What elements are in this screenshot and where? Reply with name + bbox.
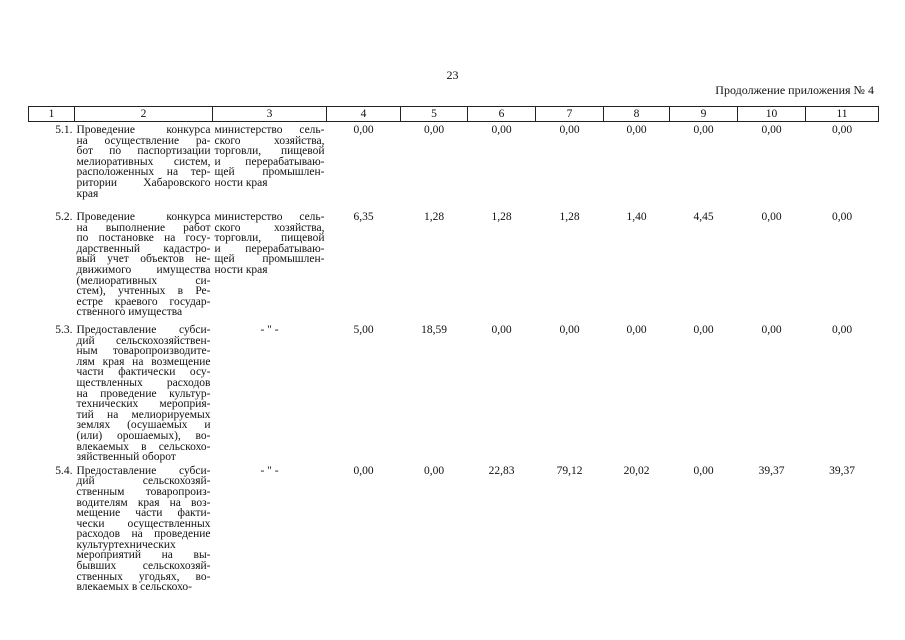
executor-line: торговли, пищевой xyxy=(214,232,325,245)
event-line: лям края на возмещение xyxy=(76,355,211,368)
event-line: мелиоративных систем, xyxy=(76,155,211,168)
executor xyxy=(213,463,327,596)
event-line: землях (осушаемых и xyxy=(76,419,211,432)
event-line: расположенных на тер- xyxy=(76,166,211,179)
value-cell-col-9: 0,00 xyxy=(693,124,714,136)
value-cell-col-8: 0,00 xyxy=(626,124,647,136)
event-line: части фактически осу- xyxy=(76,366,211,379)
page-number: 23 xyxy=(446,68,459,82)
event-description xyxy=(75,322,213,463)
value-cell-col-10: 0,00 xyxy=(761,211,782,223)
budget-table xyxy=(28,106,879,596)
executor-line: министерство сель- xyxy=(214,211,325,223)
event-line: на выполнение работ xyxy=(76,221,211,234)
executor-ditto-mark: - " - xyxy=(260,464,279,477)
value-cell-col-6: 22,83 xyxy=(488,464,515,477)
executor-line: щей промышлен- xyxy=(214,166,325,179)
event-line: (или) орошаемых), во- xyxy=(76,429,211,442)
event-line: Проведение конкурса xyxy=(76,211,211,223)
executor-line: министерство сель- xyxy=(214,124,325,136)
event-line: края xyxy=(76,187,99,200)
row-number: 5.3. xyxy=(55,324,73,336)
event-line: на осуществление ра- xyxy=(76,134,211,147)
appendix-continuation-label: Продолжение приложения № 4 xyxy=(715,83,874,97)
value-cell-col-9: 0,00 xyxy=(693,464,714,477)
event-description xyxy=(75,122,213,210)
event-line: стем), учтенных в Ре- xyxy=(76,285,211,298)
event-line: (мелиоративных си- xyxy=(76,274,211,287)
executor-line: и перерабатываю- xyxy=(214,242,325,255)
value-cell-col-4: 0,00 xyxy=(353,464,374,477)
event-line: ритории Хабаровского xyxy=(76,176,211,189)
column-header-4: 4 xyxy=(327,107,401,122)
value-cell-col-6: 1,28 xyxy=(491,211,512,223)
value-cell-col-9: 4,45 xyxy=(693,211,714,223)
event-line: по постановке на госу- xyxy=(76,232,211,245)
table-row xyxy=(29,322,879,463)
value-cell-col-8: 0,00 xyxy=(626,324,647,336)
event-line: ным товаропроизводите- xyxy=(76,345,211,358)
column-header-6: 6 xyxy=(468,107,536,122)
executor-line: торговли, пищевой xyxy=(214,145,325,158)
row-number: 5.2. xyxy=(55,211,73,223)
value-cell-col-11: 0,00 xyxy=(831,124,853,136)
executor xyxy=(213,122,327,210)
event-line: мещение части факти- xyxy=(76,507,211,520)
event-line: вый учет объектов не- xyxy=(76,253,211,266)
event-line: движимого имущества xyxy=(76,263,211,276)
value-cell-col-10: 0,00 xyxy=(761,324,782,336)
event-line: бот по паспортизации xyxy=(76,145,211,158)
executor-line: ности края xyxy=(214,176,268,189)
event-line: влекаемых в сельскохо- xyxy=(76,581,192,594)
value-cell-col-7: 1,28 xyxy=(559,211,580,223)
event-line: технических мероприя- xyxy=(76,398,211,411)
event-line: чески осуществленных xyxy=(76,517,211,530)
event-line: зяйственный оборот xyxy=(76,451,176,464)
event-line: на проведение культур- xyxy=(76,387,211,400)
column-header-8: 8 xyxy=(604,107,670,122)
value-cell-col-8: 1,40 xyxy=(626,211,647,223)
event-line: Проведение конкурса xyxy=(76,124,211,136)
event-line: влекаемых в сельскохо- xyxy=(76,440,211,453)
column-header-3: 3 xyxy=(213,107,327,122)
value-cell-col-7: 0,00 xyxy=(559,124,580,136)
executor-line: ности края xyxy=(214,263,268,276)
event-line: естре краевого государ- xyxy=(76,295,211,308)
event-line: дий сельскохозяй- xyxy=(76,475,211,488)
value-cell-col-10: 0,00 xyxy=(761,124,782,136)
value-cell-col-6: 0,00 xyxy=(491,124,512,136)
value-cell-col-5: 0,00 xyxy=(423,464,445,477)
row-number: 5.1. xyxy=(55,124,73,136)
value-cell-col-5: 1,28 xyxy=(423,211,445,223)
event-line: культуртехнических xyxy=(76,538,176,551)
table-body xyxy=(29,122,879,596)
event-line: Предоставление субси- xyxy=(76,324,211,336)
executor-line: и перерабатываю- xyxy=(214,155,325,168)
table-row xyxy=(29,122,879,210)
value-cell-col-5: 0,00 xyxy=(423,124,445,136)
event-line: ственным товаропроиз- xyxy=(76,485,211,498)
executor-ditto-mark: - " - xyxy=(260,324,279,336)
event-description xyxy=(75,209,213,322)
value-cell-col-11: 0,00 xyxy=(831,211,853,223)
event-line: дий сельскохозяйствен- xyxy=(76,334,211,347)
value-cell-col-4: 5,00 xyxy=(353,324,374,336)
column-header-5: 5 xyxy=(401,107,468,122)
value-cell-col-11: 39,37 xyxy=(829,464,855,477)
event-line: тий на мелиорируемых xyxy=(76,408,211,421)
event-line: расходов на проведение xyxy=(76,528,211,541)
column-number-header-row xyxy=(29,107,879,122)
executor-line: ского хозяйства, xyxy=(214,221,325,234)
value-cell-col-7: 0,00 xyxy=(559,324,580,336)
event-line: дарственный кадастро- xyxy=(76,242,211,255)
value-cell-col-5: 18,59 xyxy=(421,324,447,336)
column-header-2: 2 xyxy=(75,107,213,122)
executor xyxy=(213,322,327,463)
value-cell-col-4: 6,35 xyxy=(353,211,374,223)
event-line: мероприятий на вы- xyxy=(76,549,211,562)
event-line: бывших сельскохозяй- xyxy=(76,560,211,573)
event-line: ственного имущества xyxy=(76,306,183,319)
executor-line: ского хозяйства, xyxy=(214,134,325,147)
table-row xyxy=(29,463,879,596)
value-cell-col-10: 39,37 xyxy=(758,464,785,477)
executor xyxy=(213,209,327,322)
column-header-1: 1 xyxy=(29,107,75,122)
value-cell-col-8: 20,02 xyxy=(623,464,650,477)
column-header-11: 11 xyxy=(806,107,879,122)
table-row xyxy=(29,209,879,322)
column-header-10: 10 xyxy=(738,107,806,122)
value-cell-col-6: 0,00 xyxy=(491,324,512,336)
column-header-9: 9 xyxy=(670,107,738,122)
event-description xyxy=(75,463,213,596)
executor-line: щей промышлен- xyxy=(214,253,325,266)
event-line: Предоставление субси- xyxy=(76,464,211,477)
value-cell-col-4: 0,00 xyxy=(353,124,374,136)
value-cell-col-9: 0,00 xyxy=(693,324,714,336)
event-line: водителям края на воз- xyxy=(76,496,211,509)
event-line: ществленных расходов xyxy=(76,376,211,389)
row-number: 5.4. xyxy=(55,464,73,477)
value-cell-col-7: 79,12 xyxy=(556,464,583,477)
event-line: ственных угодьях, во- xyxy=(76,570,211,583)
column-header-7: 7 xyxy=(536,107,604,122)
value-cell-col-11: 0,00 xyxy=(831,324,853,336)
